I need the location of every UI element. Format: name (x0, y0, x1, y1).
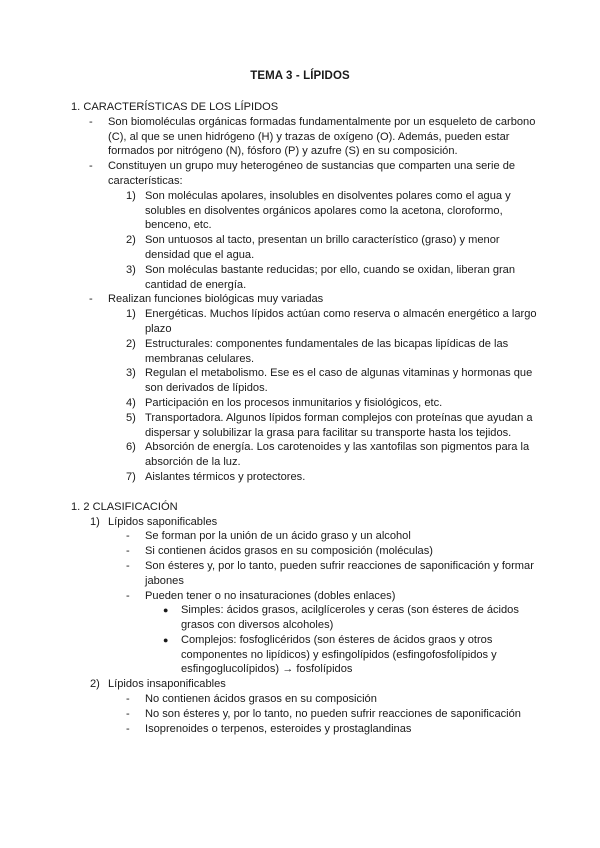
list-item (71, 292, 541, 307)
dash-marker: - (126, 530, 130, 543)
section-heading-clasificacion: 1. 2 CLASIFICACIÓN (71, 500, 178, 513)
dash-marker: - (126, 589, 130, 602)
number-marker: 1) (126, 308, 136, 321)
numbered-item-text: Lípidos saponificables (108, 515, 218, 528)
list-item (71, 529, 541, 544)
list-item (71, 589, 541, 604)
numbered-item-text: Regulan el metabolismo. Ese es el caso de algunas vitaminas y hormonas que son derivados de lípidos. (145, 367, 533, 395)
list-item (71, 544, 541, 559)
numbered-item (71, 515, 541, 530)
number-marker: 2) (126, 234, 136, 247)
bullet-item-text: Complejos: fosfoglicéridos (son ésteres de ácidos graos y otros componentes no lipídicos) y esfingolípidos (esfingofosfolípidos y esfingoglucolípidos) → fosfolípidos (181, 633, 497, 676)
list-item (71, 559, 541, 589)
numbered-item (71, 263, 541, 293)
bullet-item (71, 633, 541, 677)
numbered-item-text: Son moléculas apolares, insolubles en disolventes polares como el agua y solubles en disolventes orgánicos apolares como la acetona, cloroformo, benceno, etc. (145, 189, 511, 232)
bullet-item (71, 603, 541, 633)
list-item (71, 692, 541, 707)
number-marker: 6) (126, 441, 136, 454)
dash-marker: - (126, 559, 130, 572)
bullet-icon: ● (163, 634, 169, 645)
list-item-text: Son ésteres y, por lo tanto, pueden sufrir reacciones de saponificación y formar jabones (145, 559, 534, 587)
list-item (71, 159, 541, 189)
document-body (71, 100, 541, 736)
dash-marker: - (126, 722, 130, 735)
section-heading-caracteristicas: 1. CARACTERÍSTICAS DE LOS LÍPIDOS (71, 101, 279, 113)
list-item-text: Isoprenoides o terpenos, esteroides y prostaglandinas (145, 722, 412, 735)
dash-marker: - (89, 160, 93, 173)
numbered-item-text: Lípidos insaponificables (108, 678, 226, 691)
numbered-item-text: Aislantes térmicos y protectores. (145, 470, 306, 483)
number-marker: 2) (90, 678, 100, 691)
numbered-item-text: Son untuosos al tacto, presentan un brillo característico (graso) y menor densidad que el agua. (145, 234, 500, 261)
numbered-item (71, 366, 541, 396)
list-item (71, 722, 541, 737)
number-marker: 5) (126, 411, 136, 424)
numbered-item-text: Son moléculas bastante reducidas; por ello, cuando se oxidan, liberan gran cantidad de energía. (145, 263, 516, 291)
list-item-text: Se forman por la unión de un ácido graso y un alcohol (145, 530, 411, 543)
numbered-item (71, 233, 541, 263)
numbered-item (71, 440, 541, 470)
list-item-text: Constituyen un grupo muy heterogéneo de sustancias que comparten una serie de características: (108, 160, 516, 187)
numbered-item-text: Estructurales: componentes fundamentales de las bicapas lipídicas de las membranas celulares. (145, 337, 509, 365)
numbered-item (71, 337, 541, 367)
number-marker: 4) (126, 396, 136, 409)
list-item-text: Realizan funciones biológicas muy variadas (108, 293, 324, 306)
number-marker: 7) (126, 470, 136, 483)
number-marker: 1) (126, 189, 136, 202)
number-marker: 3) (126, 367, 136, 380)
page-title: TEMA 3 - LÍPIDOS (250, 70, 350, 82)
numbered-item-text: Absorción de energía. Los carotenoides y las xantofilas son pigmentos para la absorción de la luz. (145, 441, 530, 469)
number-marker: 3) (126, 263, 136, 276)
numbered-item (71, 677, 541, 692)
numbered-item-text: Transportadora. Algunos lípidos forman complejos con proteínas que ayudan a dispersar y solubilizar la grasa para facilitar su transporte hasta los tejidos. (145, 411, 533, 439)
numbered-item (71, 307, 541, 337)
list-item (71, 707, 541, 722)
dash-marker: - (126, 707, 130, 720)
numbered-item (71, 411, 541, 441)
list-item (71, 115, 541, 159)
numbered-item (71, 189, 541, 233)
bullet-item-text: Simples: ácidos grasos, acilglíceroles y ceras (son ésteres de ácidos grasos con diversos alcoholes) (181, 604, 519, 632)
number-marker: 1) (90, 515, 100, 528)
numbered-item-text: Energéticas. Muchos lípidos actúan como reserva o almacén energético a largo plazo (145, 308, 537, 335)
bullet-icon: ● (163, 605, 169, 616)
list-item-text: Pueden tener o no insaturaciones (dobles enlaces) (145, 589, 396, 602)
list-item-text: Son biomoléculas orgánicas formadas fundamentalmente por un esqueleto de carbono (C), al que se unen hidrógeno (H) y trazas de oxígeno (O). Además, pueden estar formados por nitrógeno (N), fósforo (P) y azufre (S) en su composición. (108, 115, 536, 158)
dash-marker: - (89, 115, 93, 128)
list-item-text: No son ésteres y, por lo tanto, no pueden sufrir reacciones de saponificación (145, 707, 521, 720)
list-item-text: Si contienen ácidos grasos en su composición (moléculas) (145, 545, 433, 558)
dash-marker: - (89, 293, 93, 306)
numbered-item (71, 396, 541, 411)
dash-marker: - (126, 545, 130, 558)
list-item-text: No contienen ácidos grasos en su composición (145, 693, 377, 706)
dash-marker: - (126, 693, 130, 706)
numbered-item (71, 470, 541, 485)
numbered-item-text: Participación en los procesos inmunitarios y fisiológicos, etc. (145, 396, 443, 409)
number-marker: 2) (126, 337, 136, 350)
